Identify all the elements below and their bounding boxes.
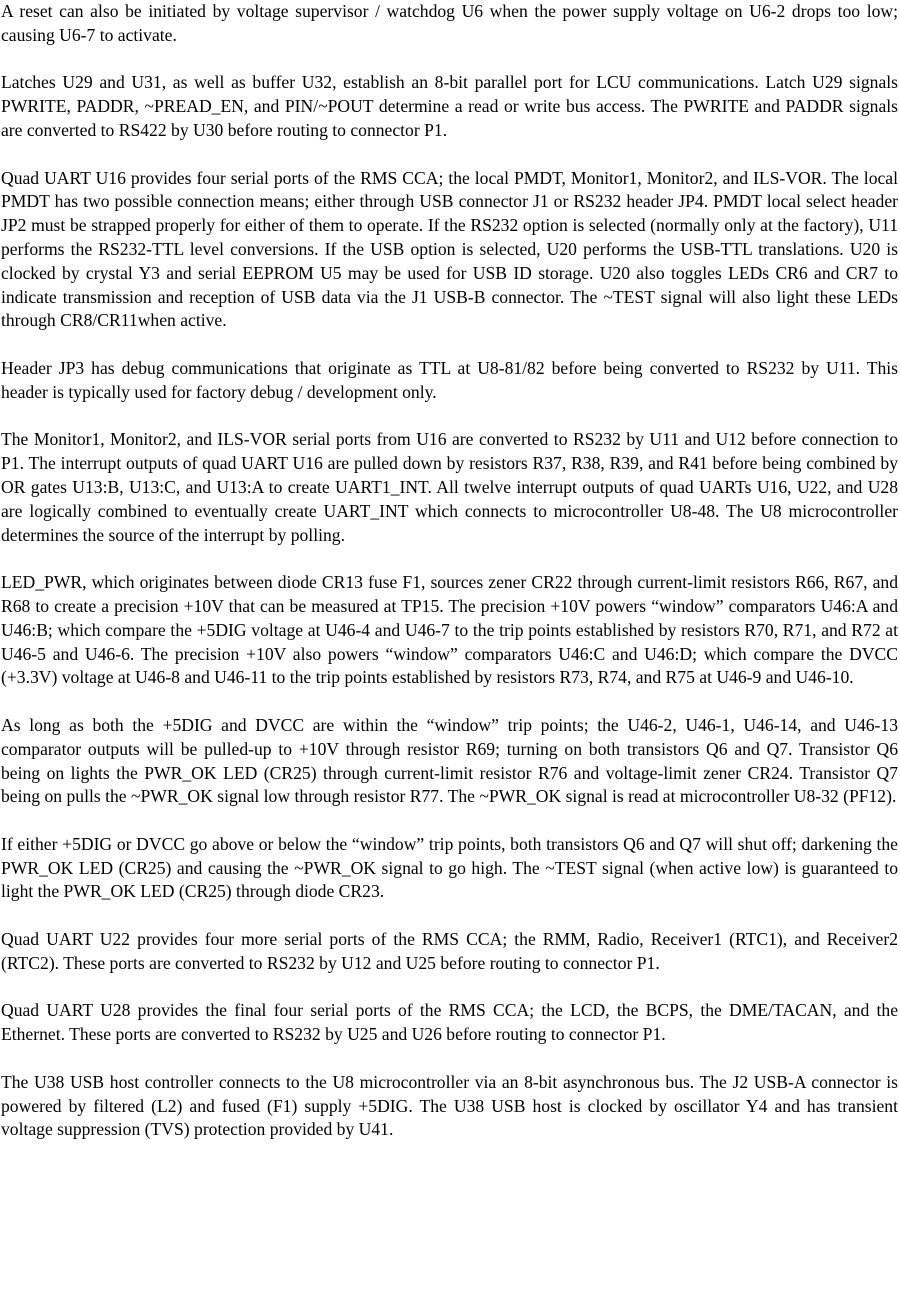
paragraph-monitor-serial-ports: The Monitor1, Monitor2, and ILS-VOR serial ports from U16 are converted to RS232 by U11 and U12 before connection to P1. The interrupt outputs of quad UART U16 are pulled down by resistors R37, R38, R39, and R41 before being combined by OR gates U13:B, U13:C, and U13:A to create UART1_INT. All twelve interrupt outputs of quad UARTs U16, U22, and U28 are logically combined to eventually create UART_INT which connects to microcontroller U8-48. The U8 microcontroller determines the source of the interrupt by polling. [1, 429, 898, 545]
paragraph-quad-uart-u28: Quad UART U28 provides the final four serial ports of the RMS CCA; the LCD, the BCPS, the DME/TACAN, and the Ethernet. These ports are converted to RS232 by U25 and U26 before routing to connector P1. [1, 1000, 898, 1045]
paragraph-quad-uart-u16: Quad UART U16 provides four serial ports of the RMS CCA; the local PMDT, Monitor1, Monitor2, and ILS-VOR. The local PMDT has two possible connection means; either through USB connector J1 or RS232 header JP4. PMDT local select header JP2 must be strapped properly for either of them to operate. If the RS232 option is selected (normally only at the factory), U11 performs the RS232-TTL level conversions. If the USB option is selected, U20 performs the USB-TTL translations. U20 is clocked by crystal Y3 and serial EEPROM U5 may be used for USB ID storage. U20 also toggles LEDs CR6 and CR7 to indicate transmission and reception of USB data via the J1 USB-B connector. The ~TEST signal will also light these LEDs through CR8/CR11when active. [1, 167, 898, 331]
paragraph-debug-header-jp3: Header JP3 has debug communications that originate as TTL at U8-81/82 before being converted to RS232 by U11. This header is typically used for factory debug / development only. [1, 357, 898, 402]
paragraph-pwr-ok-on: As long as both the +5DIG and DVCC are within the “window” trip points; the U46-2, U46-1, U46-14, and U46-13 comparator outputs will be pulled-up to +10V through resistor R69; turning on both transistors Q6 and Q7. Transistor Q6 being on lights the PWR_OK LED (CR25) through current-limit resistor R76 and voltage-limit zener CR24. Transistor Q7 being on pulls the ~PWR_OK signal low through resistor R77. The ~PWR_OK signal is read at microcontroller U8-32 (PF12). [1, 714, 898, 807]
document-body [1, 0, 898, 1142]
paragraph-led-pwr-window-comparators: LED_PWR, which originates between diode CR13 fuse F1, sources zener CR22 through current-limit resistors R66, R67, and R68 to create a precision +10V that can be measured at TP15. The precision +10V powers “window” comparators U46:A and U46:B; which compare the +5DIG voltage at U46-4 and U46-7 to the trip points established by resistors R70, R71, and R72 at U46-5 and U46-6. The precision +10V also powers “window” comparators U46:C and U46:D; which compare the DVCC (+3.3V) voltage at U46-8 and U46-11 to the trip points established by resistors R73, R74, and R75 at U46-9 and U46-10. [1, 572, 898, 688]
paragraph-quad-uart-u22: Quad UART U22 provides four more serial ports of the RMS CCA; the RMM, Radio, Receiver1 (RTC1), and Receiver2 (RTC2). These ports are converted to RS232 by U12 and U25 before routing to connector P1. [1, 929, 898, 973]
paragraph-usb-host-u38: The U38 USB host controller connects to the U8 microcontroller via an 8-bit asynchronous bus. The J2 USB-A connector is powered by filtered (L2) and fused (F1) supply +5DIG. The U38 USB host is clocked by oscillator Y4 and has transient voltage suppression (TVS) protection provided by U41. [1, 1071, 898, 1140]
paragraph-lcu-parallel-port: Latches U29 and U31, as well as buffer U32, establish an 8-bit parallel port for LCU communications. Latch U29 signals PWRITE, PADDR, ~PREAD_EN, and PIN/~POUT determine a read or write bus access. The PWRITE and PADDR signals are converted to RS422 by U30 before routing to connector P1. [1, 72, 898, 140]
paragraph-reset-supervisor: A reset can also be initiated by voltage supervisor / watchdog U6 when the power supply voltage on U6-2 drops too low; causing U6-7 to activate. [1, 1, 898, 45]
paragraph-pwr-ok-off: If either +5DIG or DVCC go above or below the “window” trip points, both transistors Q6 and Q7 will shut off; darkening the PWR_OK LED (CR25) and causing the ~PWR_OK signal to go high. The ~TEST signal (when active low) is guaranteed to light the PWR_OK LED (CR25) through diode CR23. [1, 833, 898, 902]
